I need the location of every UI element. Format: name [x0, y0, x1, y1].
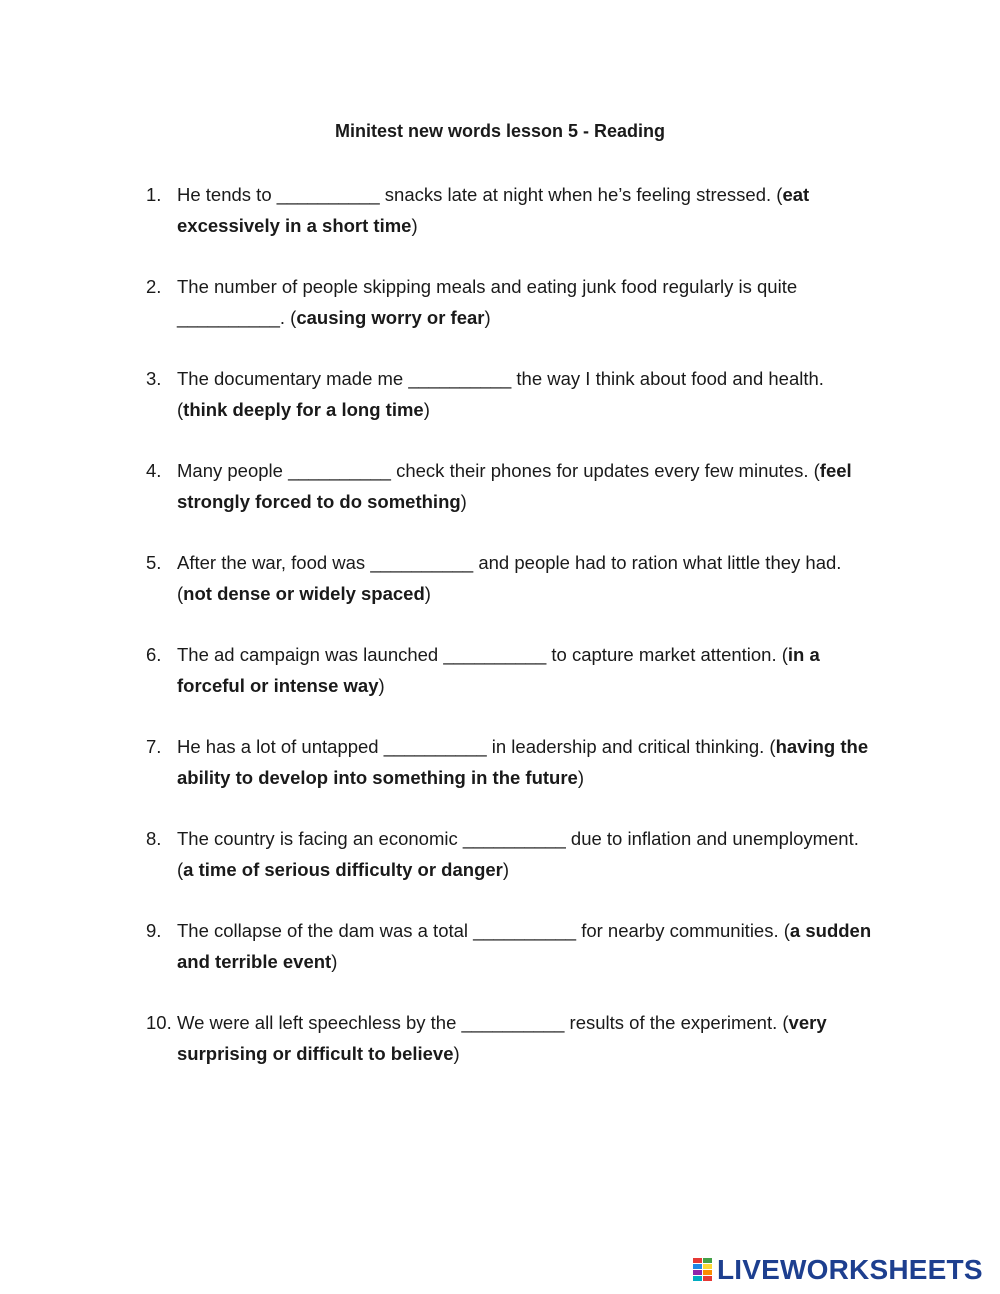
question-item	[146, 455, 876, 517]
question-after: results of the experiment. (	[564, 1012, 789, 1033]
liveworksheets-mark-icon	[693, 1258, 713, 1282]
question-text	[177, 552, 841, 604]
question-text	[177, 644, 820, 696]
question-text	[177, 460, 852, 512]
question-item	[146, 363, 876, 425]
worksheet-title: Minitest new words lesson 5 - Reading	[334, 121, 666, 141]
question-after: the way I think about food and health. (	[177, 368, 824, 420]
answer-blank[interactable]: __________	[473, 920, 577, 941]
question-before: The number of people skipping meals and eating junk food regularly is quite	[177, 276, 798, 297]
question-after: . (	[279, 307, 297, 328]
question-item	[146, 179, 876, 241]
question-close: )	[423, 399, 430, 420]
question-after: and people had to ration what little they had. (	[177, 552, 842, 604]
question-hint: a time of serious difficulty or danger	[183, 859, 503, 880]
question-before: The collapse of the dam was a total	[177, 920, 474, 941]
question-hint: having the ability to develop into something in the future	[177, 736, 869, 788]
question-item	[146, 915, 876, 977]
question-before: We were all left speechless by the	[177, 1012, 462, 1033]
question-text	[177, 276, 797, 328]
question-number: 4.	[146, 460, 162, 481]
question-item	[146, 547, 876, 609]
question-hint: think deeply for a long time	[183, 399, 424, 420]
question-number: 3.	[146, 368, 162, 389]
question-text	[177, 1012, 827, 1064]
question-number: 7.	[146, 736, 162, 757]
question-text	[177, 184, 809, 236]
question-after: snacks late at night when he’s feeling stressed. (	[379, 184, 783, 205]
question-item	[146, 639, 876, 701]
question-close: )	[502, 859, 510, 880]
question-number: 5.	[146, 552, 162, 573]
question-number: 9.	[146, 920, 162, 941]
liveworksheets-logo	[693, 1256, 983, 1284]
question-close: )	[424, 583, 431, 604]
question-close: )	[577, 767, 585, 788]
question-after: for nearby communities. (	[576, 920, 790, 941]
question-before: He tends to	[177, 184, 277, 205]
question-hint: eat excessively in a short time	[177, 184, 810, 236]
question-item	[146, 731, 876, 793]
question-number: 10.	[146, 1012, 172, 1033]
question-list	[146, 179, 876, 1099]
question-before: He has a lot of untapped	[177, 736, 384, 757]
question-close: )	[411, 215, 418, 236]
question-item	[146, 1007, 876, 1069]
question-number: 1.	[146, 184, 162, 205]
question-number: 2.	[146, 276, 162, 297]
answer-blank[interactable]: __________	[462, 828, 566, 849]
answer-blank[interactable]: __________	[276, 184, 380, 205]
question-before: The country is facing an economic	[177, 828, 463, 849]
question-after: in leadership and critical thinking. (	[486, 736, 776, 757]
question-text	[177, 828, 859, 880]
question-close: )	[378, 675, 385, 696]
question-hint: very surprising or difficult to believe	[177, 1012, 827, 1064]
question-hint: a sudden and terrible event	[177, 920, 872, 972]
question-hint: not dense or widely spaced	[183, 583, 425, 604]
answer-blank[interactable]: __________	[461, 1012, 565, 1033]
answer-blank[interactable]: __________	[443, 644, 547, 665]
question-hint: causing worry or fear	[296, 307, 485, 328]
question-item	[146, 271, 876, 333]
answer-blank[interactable]: __________	[370, 552, 474, 573]
question-close: )	[484, 307, 491, 328]
question-before: The ad campaign was launched	[177, 644, 444, 665]
question-before: Many people	[177, 460, 289, 481]
answer-blank[interactable]: __________	[383, 736, 487, 757]
question-close: )	[453, 1043, 460, 1064]
answer-blank[interactable]: __________	[288, 460, 391, 481]
question-after: due to inflation and unemployment. (	[177, 828, 859, 880]
question-hint: feel strongly forced to do something	[177, 460, 852, 512]
answer-blank[interactable]: __________	[177, 307, 280, 328]
question-text	[177, 368, 824, 420]
question-after: check their phones for updates every few minutes. (	[390, 460, 820, 481]
question-number: 8.	[146, 828, 162, 849]
question-number: 6.	[146, 644, 162, 665]
question-text	[177, 736, 868, 788]
answer-blank[interactable]: __________	[408, 368, 512, 389]
question-close: )	[331, 951, 338, 972]
question-text	[177, 920, 871, 972]
question-close: )	[460, 491, 467, 512]
question-after: to capture market attention. (	[546, 644, 788, 665]
liveworksheets-wordmark: LIVEWORKSHEETS	[717, 1254, 983, 1285]
question-item	[146, 823, 876, 885]
question-before: After the war, food was	[177, 552, 371, 573]
question-hint: in a forceful or intense way	[177, 644, 820, 696]
question-before: The documentary made me	[177, 368, 409, 389]
